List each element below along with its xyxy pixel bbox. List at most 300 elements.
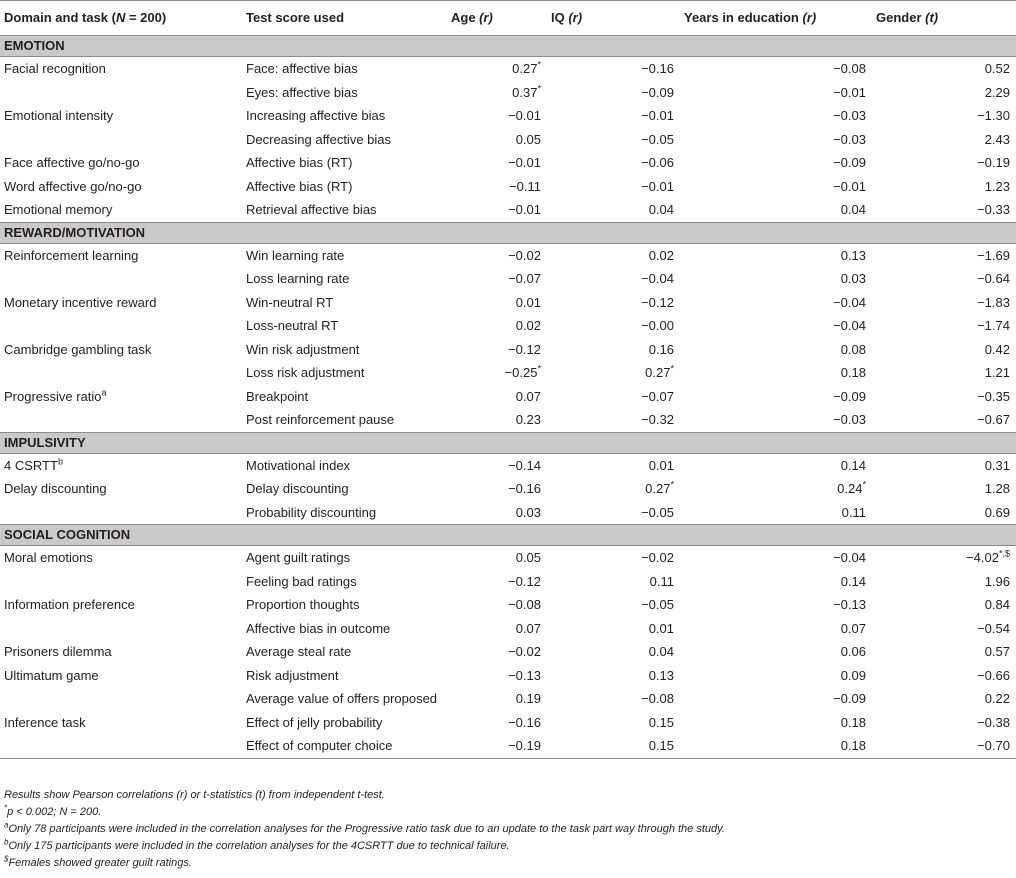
cell-value: −0.05	[641, 597, 674, 612]
iq-cell	[547, 151, 680, 175]
cell-value: −0.06	[641, 155, 674, 170]
education-cell	[680, 267, 872, 291]
cell-value: 0.37	[512, 84, 538, 100]
task-label: Monetary incentive reward	[4, 294, 157, 310]
table-row	[0, 617, 1016, 641]
cell-value: −0.05	[641, 504, 674, 520]
cell-value: 0.02	[515, 318, 541, 333]
cell-value: 0.14	[840, 457, 866, 473]
score-cell: Motivational index	[246, 457, 351, 473]
task-label: Moral emotions	[4, 550, 93, 565]
cell-value: 1.28	[984, 481, 1010, 496]
task-label: 4 CSRTT	[4, 457, 58, 473]
cell-value: 0.15	[648, 738, 674, 753]
education-cell	[680, 546, 872, 570]
task-cell	[0, 385, 242, 409]
gender-cell	[872, 267, 1016, 291]
cell-value: 0.15	[648, 714, 674, 730]
iq-cell	[547, 128, 680, 152]
age-cell	[447, 57, 547, 81]
gender-cell	[872, 175, 1016, 199]
cell-value: −1.83	[977, 294, 1010, 310]
significance-marker: *	[670, 479, 674, 490]
education-cell	[680, 711, 872, 735]
gender-cell	[872, 408, 1016, 432]
iq-cell	[547, 477, 680, 501]
score-cell: Average steal rate	[246, 644, 352, 659]
iq-cell	[547, 338, 680, 362]
cell-value: 0.07	[840, 620, 866, 636]
cell-value: −0.70	[977, 738, 1010, 753]
table-row	[0, 408, 1016, 432]
table-row	[0, 570, 1016, 594]
cell-value: 0.08	[840, 341, 866, 357]
gender-cell	[872, 687, 1016, 711]
cell-value: 0.18	[840, 714, 866, 730]
iq-cell	[547, 711, 680, 735]
cell-value: 0.27	[512, 61, 538, 76]
cell-value: −0.09	[833, 155, 866, 170]
cell-value: −0.25	[504, 365, 538, 380]
cell-value: −0.35	[977, 388, 1010, 404]
score-cell: Increasing affective bias	[246, 108, 386, 123]
table-row	[0, 593, 1016, 617]
cell-value: −0.01	[508, 202, 541, 217]
iq-cell	[547, 243, 680, 267]
footnote-text: Only 78 participants were included in the correlation analyses for the Progressive ratio task due to an update to the task part way through the study.	[8, 823, 725, 835]
task-cell	[0, 593, 242, 617]
gender-cell	[872, 501, 1016, 525]
cell-value: −0.01	[508, 155, 541, 170]
gender-cell	[872, 734, 1016, 758]
cell-value: −0.12	[508, 573, 541, 589]
task-cell	[0, 617, 242, 641]
cell-value: −0.01	[833, 84, 866, 100]
cell-value: −0.14	[508, 457, 541, 473]
task-cell	[0, 546, 242, 570]
cell-value: −0.19	[977, 155, 1010, 170]
section-header-row	[0, 432, 1016, 453]
cell-value: 0.11	[649, 573, 674, 589]
task-label: Prisoners dilemma	[4, 644, 112, 659]
education-cell	[680, 734, 872, 758]
gender-cell	[872, 243, 1016, 267]
task-cell	[0, 501, 242, 525]
score-cell: Average value of offers proposed	[246, 691, 438, 706]
cell-value: −0.11	[509, 178, 541, 194]
task-cell	[0, 640, 242, 664]
cell-value: 2.43	[984, 131, 1010, 147]
cell-value: 0.04	[648, 644, 674, 659]
cell-value: −0.12	[508, 341, 541, 357]
cell-value: 1.23	[984, 178, 1010, 194]
cell-value: −0.67	[977, 412, 1010, 427]
footnote	[4, 804, 1004, 821]
cell-value: −1.74	[977, 318, 1010, 333]
task-label: Delay discounting	[4, 481, 107, 496]
footnote-marker: a	[4, 820, 9, 830]
iq-cell	[547, 175, 680, 199]
cell-value: −0.32	[641, 412, 674, 427]
footnote	[4, 821, 1004, 838]
age-cell	[447, 501, 547, 525]
task-cell	[0, 243, 242, 267]
cell-value: 0.04	[840, 202, 866, 217]
cell-value: −0.02	[641, 550, 674, 565]
cell-value: −0.08	[641, 691, 674, 706]
cell-value: −0.64	[977, 271, 1010, 286]
education-cell	[680, 361, 872, 385]
table-row	[0, 338, 1016, 362]
score-cell: Affective bias in outcome	[246, 620, 391, 636]
score-cell: Effect of computer choice	[242, 734, 447, 758]
education-cell	[680, 104, 872, 128]
iq-cell	[547, 57, 680, 81]
cell-value: −0.08	[833, 61, 866, 76]
cell-value: 0.23	[515, 412, 541, 427]
header-gender: Gender (t)	[876, 10, 939, 25]
cell-value: −0.04	[833, 294, 866, 310]
cell-value: −0.01	[641, 178, 674, 194]
cell-value: −0.19	[508, 738, 541, 753]
score-cell: Loss learning rate	[246, 271, 350, 286]
significance-marker: *,$	[998, 548, 1010, 559]
task-label: Reinforcement learning	[4, 247, 139, 263]
cell-value: 0.18	[840, 365, 866, 380]
section-header-row	[0, 36, 1016, 57]
task-label: Face affective go/no-go	[4, 155, 140, 170]
table-header-row	[0, 1, 1016, 36]
task-cell	[0, 734, 242, 758]
score-cell: Breakpoint	[246, 388, 309, 404]
task-cell	[0, 453, 242, 477]
table-row	[0, 291, 1016, 315]
task-label: Cambridge gambling task	[4, 341, 152, 357]
table-row	[0, 501, 1016, 525]
task-cell	[0, 81, 242, 105]
age-cell	[447, 291, 547, 315]
footnote-marker: b	[57, 456, 63, 467]
cell-value: 0.18	[840, 738, 866, 753]
table-row	[0, 267, 1016, 291]
cell-value: 0.05	[515, 550, 541, 565]
score-cell: Win risk adjustment	[246, 341, 360, 357]
table-row	[0, 477, 1016, 501]
score-cell: Decreasing affective bias	[246, 131, 392, 147]
cell-value: −0.03	[833, 131, 866, 147]
score-cell: Post reinforcement pause	[246, 412, 395, 427]
cell-value: 0.84	[984, 597, 1010, 612]
cell-value: −0.04	[641, 271, 674, 286]
cell-value: 1.96	[984, 573, 1010, 589]
cell-value: 0.03	[840, 271, 866, 286]
gender-cell	[872, 104, 1016, 128]
header-domain-task: Domain and task (N = 200)	[4, 10, 167, 25]
cell-value: −0.09	[833, 388, 866, 404]
task-label: Ultimatum game	[4, 667, 99, 683]
age-cell	[447, 477, 547, 501]
iq-cell	[547, 361, 680, 385]
table-row	[0, 104, 1016, 128]
cell-value: −4.02	[966, 550, 999, 565]
significance-marker: *	[537, 83, 541, 94]
gender-cell	[872, 477, 1016, 501]
score-cell: Effect of jelly probability	[246, 714, 383, 730]
header-iq: IQ (r)	[551, 10, 583, 25]
gender-cell	[872, 361, 1016, 385]
education-cell	[680, 570, 872, 594]
gender-cell	[872, 640, 1016, 664]
iq-cell	[547, 198, 680, 222]
cell-value: 0.11	[841, 504, 866, 520]
table-row	[0, 664, 1016, 688]
age-cell	[447, 198, 547, 222]
iq-cell	[547, 291, 680, 315]
education-cell	[680, 408, 872, 432]
iq-cell	[547, 104, 680, 128]
cell-value: −0.08	[508, 597, 541, 612]
age-cell	[447, 128, 547, 152]
section-title: SOCIAL COGNITION	[0, 525, 1016, 546]
cell-value: 0.06	[840, 644, 866, 659]
cell-value: −0.03	[833, 108, 866, 123]
iq-cell	[547, 617, 680, 641]
age-cell	[447, 734, 547, 758]
score-cell: Feeling bad ratings	[246, 573, 357, 589]
cell-value: −0.09	[641, 84, 674, 100]
table-row	[0, 151, 1016, 175]
age-cell	[447, 338, 547, 362]
cell-value: −0.07	[641, 388, 674, 404]
iq-cell	[547, 640, 680, 664]
gender-cell	[872, 314, 1016, 338]
gender-cell	[872, 593, 1016, 617]
iq-cell	[547, 385, 680, 409]
age-cell	[447, 453, 547, 477]
cell-value: −0.16	[508, 481, 541, 496]
age-cell	[447, 104, 547, 128]
footnote-marker: a	[101, 387, 107, 398]
section-header-row	[0, 525, 1016, 546]
age-cell	[447, 593, 547, 617]
age-cell	[447, 314, 547, 338]
task-cell	[0, 338, 242, 362]
footnote-marker: $	[4, 854, 9, 864]
table-row	[0, 128, 1016, 152]
score-cell: Face: affective bias	[246, 61, 358, 76]
education-cell	[680, 593, 872, 617]
task-label: Facial recognition	[4, 61, 106, 76]
score-cell: Probability discounting	[246, 504, 377, 520]
table-row	[0, 81, 1016, 105]
cell-value: 0.31	[984, 457, 1010, 473]
task-cell	[0, 477, 242, 501]
cell-value: 0.03	[515, 504, 541, 520]
cell-value: 0.14	[840, 573, 866, 589]
cell-value: −0.09	[833, 691, 866, 706]
gender-cell	[872, 453, 1016, 477]
cell-value: 1.21	[984, 365, 1010, 380]
education-cell	[680, 338, 872, 362]
significance-marker: *	[537, 363, 541, 374]
task-cell	[0, 291, 242, 315]
cell-value: 0.52	[984, 61, 1010, 76]
iq-cell	[547, 314, 680, 338]
task-label: Word affective go/no-go	[4, 178, 142, 194]
header-education: Years in education (r)	[684, 10, 817, 25]
table-row	[0, 198, 1016, 222]
age-cell	[447, 640, 547, 664]
gender-cell	[872, 198, 1016, 222]
task-cell	[0, 314, 242, 338]
gender-cell	[872, 291, 1016, 315]
task-label: Emotional intensity	[4, 108, 114, 123]
section-title: EMOTION	[0, 36, 1016, 57]
age-cell	[447, 385, 547, 409]
task-cell	[0, 128, 242, 152]
footnote-marker: b	[4, 837, 9, 847]
footnote-text: Only 175 participants were included in the correlation analyses for the 4CSRTT due to technical failure.	[8, 840, 510, 852]
education-cell	[680, 501, 872, 525]
education-cell	[680, 687, 872, 711]
task-label: Information preference	[4, 597, 135, 612]
age-cell	[447, 687, 547, 711]
task-cell	[0, 687, 242, 711]
gender-cell	[872, 617, 1016, 641]
score-cell: Risk adjustment	[246, 667, 339, 683]
section-title: IMPULSIVITY	[0, 432, 1016, 453]
cell-value: 0.19	[515, 691, 541, 706]
cell-value: 0.01	[648, 620, 674, 636]
age-cell	[447, 546, 547, 570]
table-row	[0, 385, 1016, 409]
cell-value: −0.03	[833, 412, 866, 427]
score-cell: Eyes: affective bias	[246, 84, 358, 100]
cell-value: 0.57	[984, 644, 1010, 659]
cell-value: −0.16	[508, 714, 541, 730]
education-cell	[680, 640, 872, 664]
task-cell	[0, 361, 242, 385]
age-cell	[447, 664, 547, 688]
cell-value: −0.01	[641, 108, 674, 123]
table-row	[0, 640, 1016, 664]
footnote-text: Results show Pearson correlations (r) or t-statistics (t) from independent t-test.	[4, 789, 385, 801]
education-cell	[680, 664, 872, 688]
cell-value: −0.12	[641, 294, 674, 310]
cell-value: −0.04	[833, 318, 866, 333]
footnote	[4, 787, 1004, 804]
task-cell	[0, 104, 242, 128]
cell-value: −0.02	[508, 247, 541, 263]
age-cell	[447, 361, 547, 385]
footnote-marker: *	[4, 803, 8, 813]
table-row	[0, 546, 1016, 570]
cell-value: −0.01	[508, 108, 541, 123]
iq-cell	[547, 267, 680, 291]
age-cell	[447, 267, 547, 291]
footnote	[4, 855, 1004, 872]
education-cell	[680, 314, 872, 338]
cell-value: 2.29	[984, 84, 1010, 100]
task-cell	[0, 175, 242, 199]
cell-value: −1.30	[977, 108, 1010, 123]
iq-cell	[547, 664, 680, 688]
cell-value: 0.24	[837, 481, 863, 496]
score-cell: Affective bias (RT)	[246, 178, 353, 194]
education-cell	[680, 243, 872, 267]
cell-value: 0.04	[648, 202, 674, 217]
score-cell: Delay discounting	[246, 481, 349, 496]
cell-value: 0.01	[515, 294, 541, 310]
education-cell	[680, 477, 872, 501]
cell-value: 0.01	[648, 457, 674, 473]
cell-value: −0.13	[833, 597, 866, 612]
table-row	[0, 243, 1016, 267]
footnote	[4, 838, 1004, 855]
cell-value: 0.02	[648, 247, 674, 263]
cell-value: −0.33	[977, 202, 1010, 217]
age-cell	[447, 243, 547, 267]
task-cell	[0, 151, 242, 175]
cell-value: −0.01	[833, 178, 866, 194]
cell-value: 0.07	[515, 620, 541, 636]
iq-cell	[547, 593, 680, 617]
iq-cell	[547, 453, 680, 477]
task-cell	[0, 664, 242, 688]
score-cell: Win-neutral RT	[246, 294, 334, 310]
cell-value: 0.27	[645, 481, 671, 496]
cell-value: −0.02	[508, 644, 541, 659]
score-cell: Proportion thoughts	[246, 597, 360, 612]
education-cell	[680, 151, 872, 175]
footnote-text: Females showed greater guilt ratings.	[8, 857, 192, 869]
table-row	[0, 453, 1016, 477]
task-cell	[0, 711, 242, 735]
cell-value: 0.07	[515, 388, 541, 404]
iq-cell	[547, 734, 680, 758]
cell-value: −0.66	[977, 667, 1010, 683]
table-row	[0, 314, 1016, 338]
gender-cell	[872, 546, 1016, 570]
table-row	[0, 57, 1016, 81]
cell-value: 0.16	[648, 341, 674, 357]
iq-cell	[547, 687, 680, 711]
age-cell	[447, 175, 547, 199]
education-cell	[680, 81, 872, 105]
iq-cell	[547, 501, 680, 525]
cell-value: −0.13	[508, 667, 541, 683]
education-cell	[680, 57, 872, 81]
footnote-text: p < 0.002; N = 200.	[7, 806, 102, 818]
age-cell	[447, 81, 547, 105]
cell-value: −0.38	[977, 714, 1010, 730]
header-test-score: Test score used	[246, 10, 345, 25]
iq-cell	[547, 81, 680, 105]
table-row	[0, 711, 1016, 735]
task-cell	[0, 408, 242, 432]
gender-cell	[872, 338, 1016, 362]
age-cell	[447, 151, 547, 175]
education-cell	[680, 385, 872, 409]
section-header-row	[0, 222, 1016, 243]
score-cell: Loss risk adjustment	[246, 365, 365, 380]
gender-cell	[872, 711, 1016, 735]
age-cell	[447, 617, 547, 641]
gender-cell	[872, 57, 1016, 81]
cell-value: −0.16	[641, 61, 674, 76]
task-cell	[0, 57, 242, 81]
education-cell	[680, 198, 872, 222]
